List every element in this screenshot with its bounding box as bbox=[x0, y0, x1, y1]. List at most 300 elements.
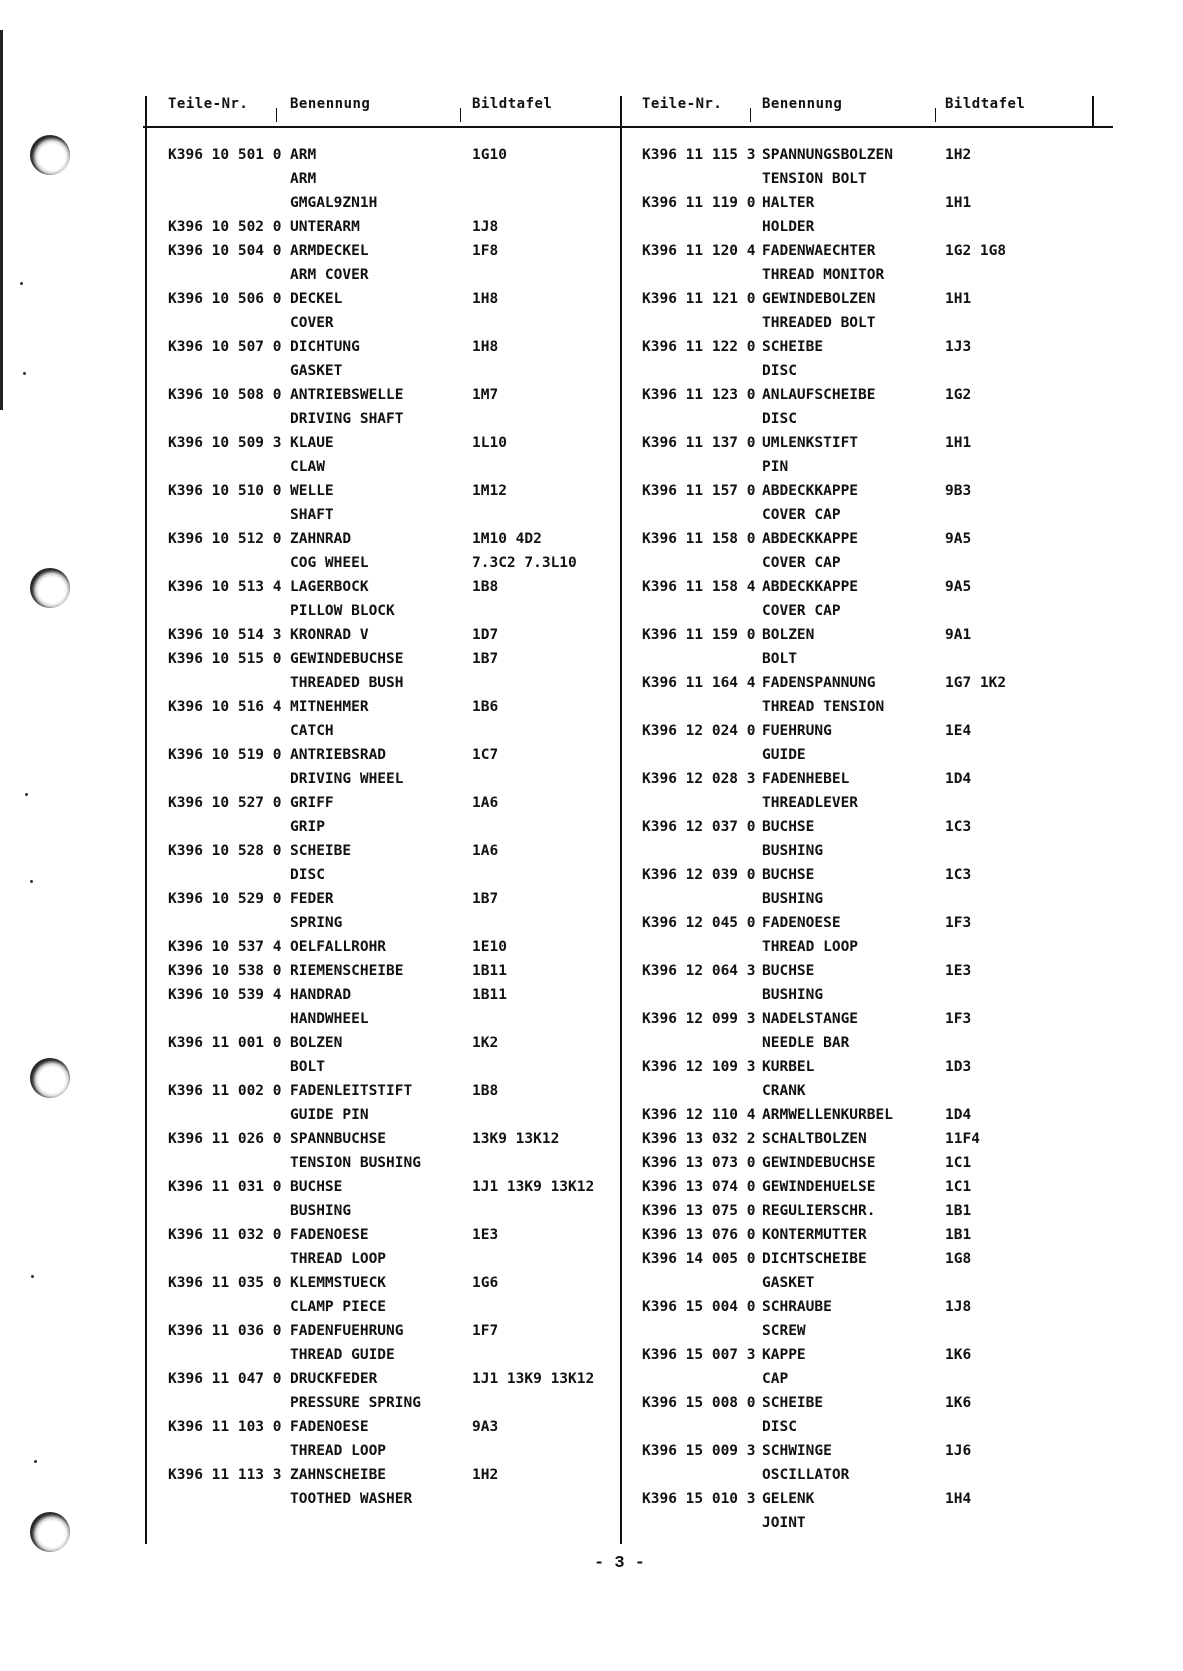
part-number-cell: K396 10 502 0 bbox=[168, 219, 282, 235]
table-row bbox=[0, 769, 1183, 793]
part-number-cell: K396 11 119 0 bbox=[642, 195, 756, 211]
part-name-cell: GASKET bbox=[290, 363, 343, 379]
part-name-cell: TOOTHED WASHER bbox=[290, 1491, 413, 1507]
part-number-cell: K396 11 001 0 bbox=[168, 1035, 282, 1051]
part-number-cell: K396 10 513 4 bbox=[168, 579, 282, 595]
part-name-cell: CLAMP PIECE bbox=[290, 1299, 387, 1315]
part-name-cell: GASKET bbox=[762, 1275, 815, 1291]
part-name-cell: GEWINDEBOLZEN bbox=[762, 291, 876, 307]
part-name-cell: SCHWINGE bbox=[762, 1443, 832, 1459]
frame-right-border bbox=[1092, 96, 1094, 128]
table-row bbox=[0, 1321, 1183, 1345]
plate-ref-cell: 1G2 bbox=[945, 387, 972, 403]
part-number-cell: K396 10 506 0 bbox=[168, 291, 282, 307]
plate-ref-cell: 1G8 bbox=[945, 1251, 972, 1267]
part-name-cell: SPRING bbox=[290, 915, 343, 931]
plate-ref-cell: 1B8 bbox=[472, 579, 499, 595]
part-number-cell: K396 10 510 0 bbox=[168, 483, 282, 499]
page-number: - 3 - bbox=[594, 1554, 646, 1573]
plate-ref-cell: 9A5 bbox=[945, 579, 972, 595]
table-row bbox=[0, 409, 1183, 433]
plate-ref-cell: 1G7 1K2 bbox=[945, 675, 1007, 691]
part-name-cell: FADENFUEHRUNG bbox=[290, 1323, 404, 1339]
part-number-cell: K396 10 539 4 bbox=[168, 987, 282, 1003]
part-name-cell: PRESSURE SPRING bbox=[290, 1395, 421, 1411]
part-name-cell: SCHEIBE bbox=[762, 1395, 824, 1411]
plate-ref-cell: 1B1 bbox=[945, 1227, 972, 1243]
part-name-cell: BOLZEN bbox=[290, 1035, 343, 1051]
part-name-cell: MITNEHMER bbox=[290, 699, 369, 715]
table-row bbox=[0, 961, 1183, 985]
part-number-cell: K396 10 527 0 bbox=[168, 795, 282, 811]
table-row bbox=[0, 1297, 1183, 1321]
plate-ref-cell: 1J1 13K9 13K12 bbox=[472, 1179, 595, 1195]
table-row bbox=[0, 1033, 1183, 1057]
table-row bbox=[0, 1345, 1183, 1369]
table-row bbox=[0, 817, 1183, 841]
plate-ref-cell: 9B3 bbox=[945, 483, 972, 499]
part-name-cell: DICHTSCHEIBE bbox=[762, 1251, 867, 1267]
part-number-cell: K396 10 515 0 bbox=[168, 651, 282, 667]
table-row bbox=[0, 1225, 1183, 1249]
part-number-cell: K396 13 075 0 bbox=[642, 1203, 756, 1219]
table-row bbox=[0, 265, 1183, 289]
part-number-cell: K396 12 045 0 bbox=[642, 915, 756, 931]
part-name-cell: PILLOW BLOCK bbox=[290, 603, 395, 619]
plate-ref-cell: 1H2 bbox=[472, 1467, 499, 1483]
part-name-cell: ANTRIEBSRAD bbox=[290, 747, 387, 763]
plate-ref-cell: 1D3 bbox=[945, 1059, 972, 1075]
table-row bbox=[0, 1513, 1183, 1537]
table-row bbox=[0, 1009, 1183, 1033]
part-name-cell: KAPPE bbox=[762, 1347, 806, 1363]
plate-ref-cell: 1K6 bbox=[945, 1347, 972, 1363]
plate-ref-cell: 1F3 bbox=[945, 915, 972, 931]
part-name-cell: BUSHING bbox=[290, 1203, 352, 1219]
table-row bbox=[0, 433, 1183, 457]
part-number-cell: K396 11 026 0 bbox=[168, 1131, 282, 1147]
part-number-cell: K396 13 073 0 bbox=[642, 1155, 756, 1171]
part-name-cell: THREAD GUIDE bbox=[290, 1347, 395, 1363]
part-number-cell: K396 12 039 0 bbox=[642, 867, 756, 883]
part-number-cell: K396 11 113 3 bbox=[168, 1467, 282, 1483]
part-name-cell: DISC bbox=[762, 1419, 797, 1435]
part-name-cell: FADENOESE bbox=[290, 1419, 369, 1435]
part-name-cell: ARMDECKEL bbox=[290, 243, 369, 259]
part-number-cell: K396 11 047 0 bbox=[168, 1371, 282, 1387]
part-name-cell: UNTERARM bbox=[290, 219, 360, 235]
plate-ref-cell: 1C3 bbox=[945, 819, 972, 835]
part-name-cell: THREADLEVER bbox=[762, 795, 859, 811]
part-name-cell: SCHEIBE bbox=[762, 339, 824, 355]
part-number-cell: K396 15 009 3 bbox=[642, 1443, 756, 1459]
table-row bbox=[0, 529, 1183, 553]
plate-ref-cell: 1H1 bbox=[945, 291, 972, 307]
part-number-cell: K396 12 099 3 bbox=[642, 1011, 756, 1027]
plate-ref-cell: 1K6 bbox=[945, 1395, 972, 1411]
header-plate: Bildtafel bbox=[945, 96, 1026, 112]
part-number-cell: K396 12 110 4 bbox=[642, 1107, 756, 1123]
part-name-cell: FUEHRUNG bbox=[762, 723, 832, 739]
header-name: Benennung bbox=[290, 96, 371, 112]
part-name-cell: THREAD LOOP bbox=[290, 1443, 387, 1459]
part-name-cell: GMGAL9ZN1H bbox=[290, 195, 378, 211]
part-number-cell: K396 11 002 0 bbox=[168, 1083, 282, 1099]
table-row bbox=[0, 1465, 1183, 1489]
part-name-cell: BUCHSE bbox=[762, 867, 815, 883]
plate-ref-cell: 1H1 bbox=[945, 435, 972, 451]
part-name-cell: SHAFT bbox=[290, 507, 334, 523]
part-name-cell: GELENK bbox=[762, 1491, 815, 1507]
header-underline bbox=[143, 126, 1113, 128]
header-separator bbox=[276, 108, 277, 122]
part-number-cell: K396 13 074 0 bbox=[642, 1179, 756, 1195]
table-row bbox=[0, 1417, 1183, 1441]
plate-ref-cell: 1L10 bbox=[472, 435, 507, 451]
table-row bbox=[0, 1153, 1183, 1177]
plate-ref-cell: 1E3 bbox=[945, 963, 972, 979]
table-row bbox=[0, 1105, 1183, 1129]
part-number-cell: K396 12 024 0 bbox=[642, 723, 756, 739]
part-name-cell: JOINT bbox=[762, 1515, 806, 1531]
part-name-cell: FADENOESE bbox=[290, 1227, 369, 1243]
part-name-cell: DICHTUNG bbox=[290, 339, 360, 355]
plate-ref-cell: 1B1 bbox=[945, 1203, 972, 1219]
plate-ref-cell: 1E10 bbox=[472, 939, 507, 955]
plate-ref-cell: 1H8 bbox=[472, 339, 499, 355]
table-row bbox=[0, 1369, 1183, 1393]
table-row bbox=[0, 865, 1183, 889]
part-name-cell: LAGERBOCK bbox=[290, 579, 369, 595]
part-name-cell: THREAD MONITOR bbox=[762, 267, 885, 283]
part-name-cell: SCHEIBE bbox=[290, 843, 352, 859]
table-row bbox=[0, 1081, 1183, 1105]
part-number-cell: K396 12 028 3 bbox=[642, 771, 756, 787]
part-name-cell: HANDRAD bbox=[290, 987, 352, 1003]
header-separator bbox=[460, 108, 461, 122]
part-number-cell: K396 12 037 0 bbox=[642, 819, 756, 835]
part-name-cell: OELFALLROHR bbox=[290, 939, 387, 955]
plate-ref-cell: 1B7 bbox=[472, 891, 499, 907]
part-number-cell: K396 11 158 4 bbox=[642, 579, 756, 595]
table-row bbox=[0, 337, 1183, 361]
part-name-cell: GUIDE PIN bbox=[290, 1107, 369, 1123]
part-name-cell: KURBEL bbox=[762, 1059, 815, 1075]
table-row bbox=[0, 553, 1183, 577]
plate-ref-cell: 1C1 bbox=[945, 1179, 972, 1195]
part-name-cell: THREAD LOOP bbox=[290, 1251, 387, 1267]
table-row bbox=[0, 241, 1183, 265]
part-name-cell: ARM COVER bbox=[290, 267, 369, 283]
part-name-cell: ANTRIEBSWELLE bbox=[290, 387, 404, 403]
plate-ref-cell: 1K2 bbox=[472, 1035, 499, 1051]
plate-ref-cell: 1D7 bbox=[472, 627, 499, 643]
part-number-cell: K396 11 164 4 bbox=[642, 675, 756, 691]
header-part-no: Teile-Nr. bbox=[168, 96, 249, 112]
part-name-cell: BUSHING bbox=[762, 891, 824, 907]
table-row bbox=[0, 1273, 1183, 1297]
plate-ref-cell: 1J8 bbox=[472, 219, 499, 235]
part-number-cell: K396 11 122 0 bbox=[642, 339, 756, 355]
part-name-cell: SPANNBUCHSE bbox=[290, 1131, 387, 1147]
table-row bbox=[0, 577, 1183, 601]
part-name-cell: CATCH bbox=[290, 723, 334, 739]
part-number-cell: K396 13 076 0 bbox=[642, 1227, 756, 1243]
part-name-cell: ZAHNSCHEIBE bbox=[290, 1467, 387, 1483]
part-name-cell: BUSHING bbox=[762, 987, 824, 1003]
plate-ref-cell: 1J8 bbox=[945, 1299, 972, 1315]
plate-ref-cell: 1H2 bbox=[945, 147, 972, 163]
table-row bbox=[0, 889, 1183, 913]
part-name-cell: THREADED BOLT bbox=[762, 315, 876, 331]
part-name-cell: UMLENKSTIFT bbox=[762, 435, 859, 451]
header-separator bbox=[750, 108, 751, 122]
part-name-cell: HOLDER bbox=[762, 219, 815, 235]
part-number-cell: K396 12 064 3 bbox=[642, 963, 756, 979]
part-number-cell: K396 10 519 0 bbox=[168, 747, 282, 763]
part-name-cell: TENSION BUSHING bbox=[290, 1155, 421, 1171]
part-name-cell: WELLE bbox=[290, 483, 334, 499]
table-row bbox=[0, 841, 1183, 865]
table-row bbox=[0, 1177, 1183, 1201]
part-name-cell: ABDECKKAPPE bbox=[762, 483, 859, 499]
part-name-cell: RIEMENSCHEIBE bbox=[290, 963, 404, 979]
plate-ref-cell: 1B7 bbox=[472, 651, 499, 667]
part-name-cell: DISC bbox=[762, 363, 797, 379]
plate-ref-cell: 1G2 1G8 bbox=[945, 243, 1007, 259]
part-number-cell: K396 13 032 2 bbox=[642, 1131, 756, 1147]
part-number-cell: K396 10 509 3 bbox=[168, 435, 282, 451]
plate-ref-cell: 1E3 bbox=[472, 1227, 499, 1243]
plate-ref-cell: 1F3 bbox=[945, 1011, 972, 1027]
part-name-cell: DECKEL bbox=[290, 291, 343, 307]
table-row bbox=[0, 193, 1183, 217]
plate-ref-cell: 1B11 bbox=[472, 963, 507, 979]
part-name-cell: SCHRAUBE bbox=[762, 1299, 832, 1315]
table-row bbox=[0, 985, 1183, 1009]
table-row bbox=[0, 505, 1183, 529]
part-number-cell: K396 11 120 4 bbox=[642, 243, 756, 259]
plate-ref-cell: 1H1 bbox=[945, 195, 972, 211]
part-name-cell: ARM bbox=[290, 171, 317, 187]
table-row bbox=[0, 481, 1183, 505]
plate-ref-cell: 1C1 bbox=[945, 1155, 972, 1171]
part-name-cell: ABDECKKAPPE bbox=[762, 579, 859, 595]
part-number-cell: K396 10 514 3 bbox=[168, 627, 282, 643]
part-name-cell: CAP bbox=[762, 1371, 789, 1387]
part-number-cell: K396 11 032 0 bbox=[168, 1227, 282, 1243]
part-number-cell: K396 10 528 0 bbox=[168, 843, 282, 859]
plate-ref-cell: 9A5 bbox=[945, 531, 972, 547]
table-row bbox=[0, 1057, 1183, 1081]
part-number-cell: K396 15 008 0 bbox=[642, 1395, 756, 1411]
plate-ref-cell: 1J6 bbox=[945, 1443, 972, 1459]
part-number-cell: K396 14 005 0 bbox=[642, 1251, 756, 1267]
part-name-cell: GEWINDEHUELSE bbox=[762, 1179, 876, 1195]
part-name-cell: HANDWHEEL bbox=[290, 1011, 369, 1027]
part-number-cell: K396 10 512 0 bbox=[168, 531, 282, 547]
header-part-no: Teile-Nr. bbox=[642, 96, 723, 112]
part-number-cell: K396 11 158 0 bbox=[642, 531, 756, 547]
part-number-cell: K396 11 115 3 bbox=[642, 147, 756, 163]
part-number-cell: K396 11 103 0 bbox=[168, 1419, 282, 1435]
part-name-cell: DRIVING SHAFT bbox=[290, 411, 404, 427]
plate-ref-cell: 1D4 bbox=[945, 771, 972, 787]
plate-ref-cell: 1M7 bbox=[472, 387, 499, 403]
table-row bbox=[0, 673, 1183, 697]
part-name-cell: THREADED BUSH bbox=[290, 675, 404, 691]
part-number-cell: K396 10 537 4 bbox=[168, 939, 282, 955]
part-name-cell: BUCHSE bbox=[290, 1179, 343, 1195]
part-name-cell: GRIFF bbox=[290, 795, 334, 811]
part-name-cell: PIN bbox=[762, 459, 789, 475]
plate-ref-cell: 1M10 4D2 bbox=[472, 531, 542, 547]
table-row bbox=[0, 145, 1183, 169]
table-row bbox=[0, 1441, 1183, 1465]
plate-ref-cell: 1G6 bbox=[472, 1275, 499, 1291]
part-number-cell: K396 10 504 0 bbox=[168, 243, 282, 259]
plate-ref-cell: 1M12 bbox=[472, 483, 507, 499]
plate-ref-cell: 1J3 bbox=[945, 339, 972, 355]
table-row bbox=[0, 721, 1183, 745]
part-number-cell: K396 10 529 0 bbox=[168, 891, 282, 907]
part-name-cell: CLAW bbox=[290, 459, 325, 475]
part-name-cell: COVER CAP bbox=[762, 555, 841, 571]
table-row bbox=[0, 217, 1183, 241]
table-row bbox=[0, 169, 1183, 193]
part-name-cell: FADENHEBEL bbox=[762, 771, 850, 787]
part-name-cell: GEWINDEBUCHSE bbox=[290, 651, 404, 667]
plate-ref-cell: 9A3 bbox=[472, 1419, 499, 1435]
part-name-cell: FADENOESE bbox=[762, 915, 841, 931]
header-separator bbox=[935, 108, 936, 122]
table-row bbox=[0, 1129, 1183, 1153]
table-row bbox=[0, 313, 1183, 337]
plate-ref-cell: 13K9 13K12 bbox=[472, 1131, 560, 1147]
part-number-cell: K396 11 159 0 bbox=[642, 627, 756, 643]
part-name-cell: ZAHNRAD bbox=[290, 531, 352, 547]
part-number-cell: K396 15 007 3 bbox=[642, 1347, 756, 1363]
table-row bbox=[0, 1489, 1183, 1513]
part-number-cell: K396 10 508 0 bbox=[168, 387, 282, 403]
parts-column-right bbox=[0, 145, 1183, 1537]
part-name-cell: GRIP bbox=[290, 819, 325, 835]
plate-ref-cell: 9A1 bbox=[945, 627, 972, 643]
plate-ref-cell: 1F7 bbox=[472, 1323, 499, 1339]
table-row bbox=[0, 745, 1183, 769]
part-number-cell: K396 11 157 0 bbox=[642, 483, 756, 499]
plate-ref-cell: 1C7 bbox=[472, 747, 499, 763]
part-name-cell: TENSION BOLT bbox=[762, 171, 867, 187]
part-name-cell: COVER bbox=[290, 315, 334, 331]
part-name-cell: CRANK bbox=[762, 1083, 806, 1099]
part-name-cell: ARMWELLENKURBEL bbox=[762, 1107, 893, 1123]
part-name-cell: GEWINDEBUCHSE bbox=[762, 1155, 876, 1171]
part-number-cell: K396 11 123 0 bbox=[642, 387, 756, 403]
part-number-cell: K396 12 109 3 bbox=[642, 1059, 756, 1075]
part-name-cell: BUCHSE bbox=[762, 819, 815, 835]
plate-ref-cell: 1E4 bbox=[945, 723, 972, 739]
part-name-cell: FEDER bbox=[290, 891, 334, 907]
part-name-cell: NADELSTANGE bbox=[762, 1011, 859, 1027]
part-number-cell: K396 10 538 0 bbox=[168, 963, 282, 979]
part-number-cell: K396 15 004 0 bbox=[642, 1299, 756, 1315]
part-name-cell: SPANNUNGSBOLZEN bbox=[762, 147, 893, 163]
plate-ref-cell: 7.3C2 7.3L10 bbox=[472, 555, 577, 571]
part-name-cell: SCHALTBOLZEN bbox=[762, 1131, 867, 1147]
table-row bbox=[0, 793, 1183, 817]
part-name-cell: BUSHING bbox=[762, 843, 824, 859]
part-name-cell: ARM bbox=[290, 147, 317, 163]
plate-ref-cell: 1B11 bbox=[472, 987, 507, 1003]
part-name-cell: BUCHSE bbox=[762, 963, 815, 979]
table-row bbox=[0, 649, 1183, 673]
table-row bbox=[0, 601, 1183, 625]
part-name-cell: COVER CAP bbox=[762, 507, 841, 523]
plate-ref-cell: 1D4 bbox=[945, 1107, 972, 1123]
plate-ref-cell: 1B8 bbox=[472, 1083, 499, 1099]
part-name-cell: NEEDLE BAR bbox=[762, 1035, 850, 1051]
part-number-cell: K396 11 121 0 bbox=[642, 291, 756, 307]
table-row bbox=[0, 697, 1183, 721]
plate-ref-cell: 11F4 bbox=[945, 1131, 980, 1147]
plate-ref-cell: 1J1 13K9 13K12 bbox=[472, 1371, 595, 1387]
part-number-cell: K396 10 516 4 bbox=[168, 699, 282, 715]
plate-ref-cell: 1H8 bbox=[472, 291, 499, 307]
part-name-cell: DRUCKFEDER bbox=[290, 1371, 378, 1387]
part-name-cell: FADENSPANNUNG bbox=[762, 675, 876, 691]
part-name-cell: KRONRAD V bbox=[290, 627, 369, 643]
plate-ref-cell: 1A6 bbox=[472, 843, 499, 859]
part-name-cell: COG WHEEL bbox=[290, 555, 369, 571]
part-name-cell: GUIDE bbox=[762, 747, 806, 763]
part-name-cell: SCREW bbox=[762, 1323, 806, 1339]
table-row bbox=[0, 361, 1183, 385]
part-number-cell: K396 15 010 3 bbox=[642, 1491, 756, 1507]
table-row bbox=[0, 625, 1183, 649]
table-row bbox=[0, 1249, 1183, 1273]
table-row bbox=[0, 289, 1183, 313]
part-name-cell: COVER CAP bbox=[762, 603, 841, 619]
table-row bbox=[0, 913, 1183, 937]
part-name-cell: HALTER bbox=[762, 195, 815, 211]
part-name-cell: BOLT bbox=[290, 1059, 325, 1075]
part-name-cell: ABDECKKAPPE bbox=[762, 531, 859, 547]
plate-ref-cell: 1B6 bbox=[472, 699, 499, 715]
plate-ref-cell: 1F8 bbox=[472, 243, 499, 259]
plate-ref-cell: 1H4 bbox=[945, 1491, 972, 1507]
part-name-cell: KLAUE bbox=[290, 435, 334, 451]
plate-ref-cell: 1A6 bbox=[472, 795, 499, 811]
part-name-cell: OSCILLATOR bbox=[762, 1467, 850, 1483]
part-name-cell: DISC bbox=[290, 867, 325, 883]
part-number-cell: K396 10 507 0 bbox=[168, 339, 282, 355]
part-name-cell: FADENWAECHTER bbox=[762, 243, 876, 259]
part-name-cell: FADENLEITSTIFT bbox=[290, 1083, 413, 1099]
part-name-cell: KONTERMUTTER bbox=[762, 1227, 867, 1243]
table-row bbox=[0, 1393, 1183, 1417]
part-name-cell: THREAD TENSION bbox=[762, 699, 885, 715]
header-plate: Bildtafel bbox=[472, 96, 553, 112]
part-name-cell: THREAD LOOP bbox=[762, 939, 859, 955]
part-number-cell: K396 11 035 0 bbox=[168, 1275, 282, 1291]
table-row bbox=[0, 1201, 1183, 1225]
table-row bbox=[0, 457, 1183, 481]
part-name-cell: BOLZEN bbox=[762, 627, 815, 643]
part-name-cell: BOLT bbox=[762, 651, 797, 667]
table-row bbox=[0, 385, 1183, 409]
part-number-cell: K396 11 036 0 bbox=[168, 1323, 282, 1339]
